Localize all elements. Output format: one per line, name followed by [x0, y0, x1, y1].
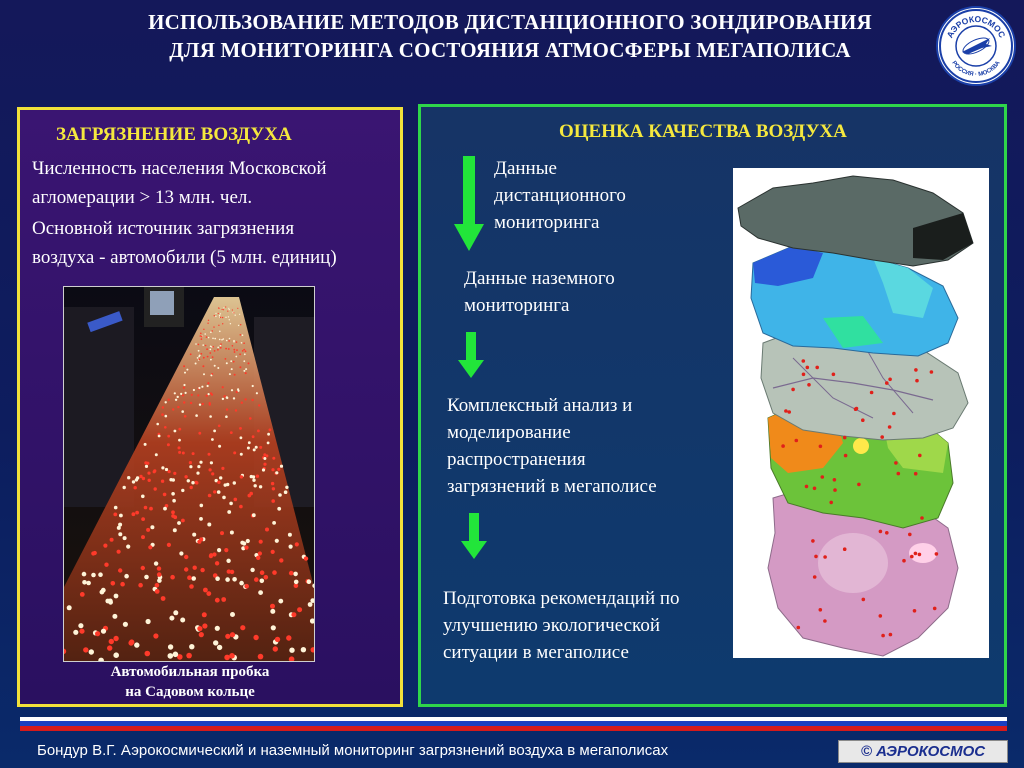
remote-sensing-step — [494, 155, 626, 236]
page-title — [110, 8, 910, 64]
population-text — [32, 154, 327, 212]
copyright-badge: © АЭРОКОСМОС — [838, 740, 1008, 763]
aerokosmos-logo — [936, 6, 1016, 86]
arrow-down-icon — [458, 332, 484, 378]
step1-line-1: Данные — [494, 158, 557, 179]
author-credit: Бондур В.Г. Аэрокосмический и наземный мониторинг загрязнений воздуха в мегаполисах — [37, 742, 669, 759]
step2-line-2: мониторинга — [464, 295, 570, 316]
ground-monitoring-step — [464, 265, 615, 319]
pollution-source-text — [32, 214, 337, 272]
air-quality-heading: ОЦЕНКА КАЧЕСТВА ВОЗДУХА — [559, 121, 847, 142]
air-quality-panel — [418, 104, 1007, 707]
traffic-jam-photo — [63, 286, 315, 662]
recommendations-step — [443, 585, 680, 666]
step1-line-2: дистанционного — [494, 185, 626, 206]
logo-bottom-text: РОССИЯ · МОСКВА — [950, 60, 1002, 79]
step4-line-3: ситуации в мегаполисе — [443, 642, 629, 663]
population-line-1: Численность населения Московской — [32, 158, 327, 179]
logo-top-text: АЭРОКОСМОС — [944, 13, 1008, 40]
caption-line-1: Автомобильная пробка — [110, 664, 270, 680]
layered-maps-image — [733, 168, 989, 658]
source-line-2: воздуха - автомобили (5 млн. единиц) — [32, 247, 337, 268]
step3-line-2: моделирование — [447, 422, 571, 443]
source-line-1: Основной источник загрязнения — [32, 218, 295, 239]
population-line-2: агломерации > 13 млн. чел. — [32, 187, 253, 208]
step4-line-1: Подготовка рекомендаций по — [443, 588, 680, 609]
step4-line-2: улучшению экологической — [443, 615, 660, 636]
step3-line-3: распространения — [447, 449, 586, 470]
complex-analysis-step — [447, 392, 657, 500]
flag-stripe-red — [20, 726, 1007, 731]
step2-line-1: Данные наземного — [464, 268, 615, 289]
air-pollution-heading: ЗАГРЯЗНЕНИЕ ВОЗДУХА — [56, 124, 292, 145]
title-line-1: ИСПОЛЬЗОВАНИЕ МЕТОДОВ ДИСТАНЦИОННОГО ЗОНДИРОВАНИЯ — [148, 10, 872, 34]
arrow-down-icon — [461, 513, 487, 559]
step3-line-4: загрязнений в мегаполисе — [447, 476, 657, 497]
caption-line-2: на Садовом кольце — [125, 684, 255, 700]
step3-line-1: Комплексный анализ и — [447, 395, 633, 416]
air-pollution-panel — [17, 107, 403, 707]
arrow-down-icon — [454, 156, 484, 251]
photo-caption — [60, 662, 320, 702]
title-line-2: ДЛЯ МОНИТОРИНГА СОСТОЯНИЯ АТМОСФЕРЫ МЕГАПОЛИСА — [169, 38, 851, 62]
step1-line-3: мониторинга — [494, 212, 600, 233]
